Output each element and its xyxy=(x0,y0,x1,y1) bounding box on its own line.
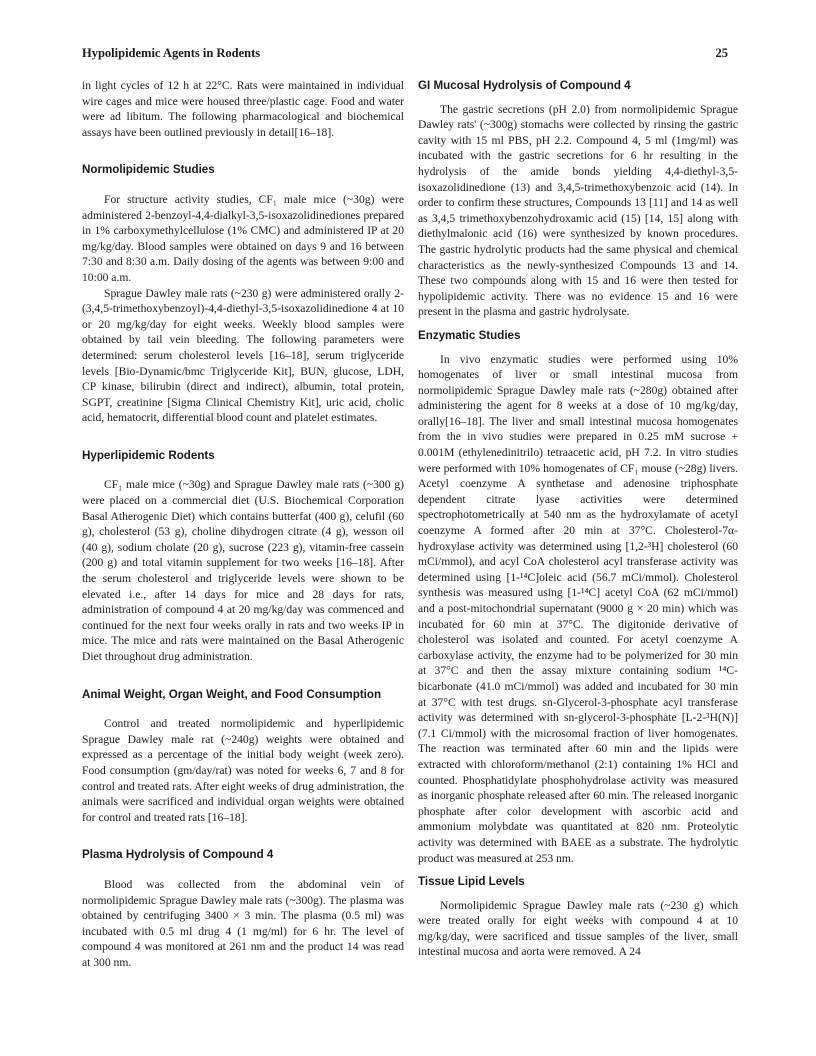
paragraph: in light cycles of 12 h at 22°C. Rats were maintained in individual wire cages and mice were housed three/plastic cage. Food and water were ad libitum. The following pharmacological and biochemical assays have been outlined previously in detail[16–18]. xyxy=(82,79,404,139)
paragraph: Sprague Dawley male rats (~230 g) were administered orally 2-(3,4,5-trimethoxybenzoyl)-4,4-diethyl-3,5-isoxazolidinedione 4 at 10 or 20 mg/kg/day for eight weeks. Weekly blood samples were obtained by tail vein bleeding. The following parameters were determined: serum cholesterol levels [16–18], serum triglyceride levels [Bio-Dynamic/bmc Triglyceride Kit], BUN, glucose, LDH, CP kinase, bilirubin (direct and indirect), albumin, total protein, SGPT, creatinine [Sigma Clinical Chemistry Kit], uric acid, cholic acid, hematocrit, differential blood count and platelet estimates. xyxy=(82,286,404,425)
running-head: Hypolipidemic Agents in Rodents xyxy=(82,46,261,60)
paragraph: Control and treated normolipidemic and hyperlipidemic Sprague Dawley male rat (~240g) weights were obtained and expressed as a percentage of the initial body weight (week zero). Food consumption (gm/day/rat) was noted for weeks 6, 7 and 8 for control and treated rats. After eight weeks of drug administration, the animals were sacrificed and individual organ weights were obtained for control and treated rats [16–18]. xyxy=(82,717,404,824)
page-number: 25 xyxy=(715,46,728,60)
section-heading: Tissue Lipid Levels xyxy=(418,875,525,889)
right-column xyxy=(418,78,738,960)
page-header xyxy=(82,46,734,64)
paragraph: The gastric secretions (pH 2.0) from normolipidemic Sprague Dawley rats' (~300g) stomachs were collected by rinsing the gastric cavity with 15 ml PBS, pH 2.2. Compound 4, 5 ml (1mg/ml) was incubated with the gastric secretions for 6 hr resulting in the hydrolysis of the amide bonds yielding 4,4-diethyl-3,5-isoxazolidinedione (13) and 3,4,5-trimethoxybenzoic acid (14). In order to confirm these structures, Compounds 13 [11] and 14 as well as 3,4,5 trimethoxybenzohydroxamic acid (15) [14, 15] along with diethylmalonic acid (16) were synthesized by known procedures. The gastric hydrolytic products had the same physical and chemical characteristics as the newly-synthesized Compounds 13 and 14. These two compounds along with 15 and 16 were then tested for hypolipidemic activity. There was no evidence 15 and 16 were present in the plasma and gastric hydrolysate. xyxy=(418,102,738,319)
section-heading: Enzymatic Studies xyxy=(418,328,521,342)
paragraph: CF₁ male mice (~30g) and Sprague Dawley male rats (~300 g) were placed on a commercial diet (U.S. Biochemical Corporation Basal Atherogenic Diet) which contains butterfat (400 g), celufil (60 g), cholesterol (53 g), choline dihydrogen citrate (4 g), wesson oil (40 g), sodium cholate (20 g), sucrose (223 g), vitamin-free cassein (200 g) and total vitamin supplement for two weeks [16–18]. After the serum cholesterol and triglyceride levels were shown to be elevated i.e., after 14 days for mice and 28 days for rats, administration of compound 4 at 20 mg/kg/day was commenced and continued for the next four weeks orally in rats and two weeks IP in mice. The mice and rats were maintained on the Basal Atherogenic Diet throughout drug administration. xyxy=(82,478,404,663)
section-heading: Plasma Hydrolysis of Compound 4 xyxy=(82,848,274,862)
left-column xyxy=(82,78,404,971)
paragraph: Blood was collected from the abdominal vein of normolipidemic Sprague Dawley male rats (~300g). The plasma was obtained by centrifuging 3400 × 3 min. The plasma (0.5 ml) was incubated with 0.5 ml drug 4 (1 mg/ml) for 6 hr. The level of compound 4 was monitored at 261 nm and the product 14 was read at 300 nm. xyxy=(82,877,404,969)
section-heading: GI Mucosal Hydrolysis of Compound 4 xyxy=(418,79,631,92)
section-heading: Animal Weight, Organ Weight, and Food Consumption xyxy=(82,687,382,701)
section-heading: Normolipidemic Studies xyxy=(82,163,215,177)
paragraph: Normolipidemic Sprague Dawley male rats (~230 g) which were treated orally for eight weeks with compound 4 at 10 mg/kg/day, were sacrificed and tissue samples of the liver, small intestinal mucosa and aorta were removed. A 24 xyxy=(418,898,738,959)
paragraph: In vivo enzymatic studies were performed using 10% homogenates of liver or small intestinal mucosa from normolipidemic Sprague Dawley male rats (~280g) obtained after administering the agent for 8 weeks at a dose of 10 mg/kg/day, orally[16–18]. The liver and small intestinal mucosa homogenates from the in vivo studies were prepared in 0.25 mM sucrose + 0.001M (ethylenedinitrilo) tetraacetic acid, pH 7.2. In vitro studies were performed with 10% homogenates of CF₁ mouse (~28g) livers. Acetyl coenzyme A synthetase and adenosine triphosphate dependent citrate lyase activities were determined spectrophotometrically at 540 nm as the hydroxylamate of acetyl coenzyme A formed after 20 min at 37°C. Cholesterol-7α-hydroxylase activity was determined using [1,2-³H] cholesterol (60 mCi/mmol), and acyl CoA cholesterol acyl transferase activity was determined using [1-¹⁴C]oleic acid (56.7 mCi/mmol). Cholesterol synthesis was measured using [1-¹⁴C] acetyl CoA (62 mCi/mmol) and a post-mitochondrial supernatant (9000 g × 20 min) which was incubated for 60 min at 37°C. The digitonide derivative of cholesterol was isolated and counted. For acetyl coenzyme A carboxylase activity, the enzyme had to be polymerized for 30 min at 37°C and then the assay mixture containing sodium ¹⁴C-bicarbonate (41.0 mCi/mmol) was added and incubated for 30 min at 37°C with test drugs. sn-Glycerol-3-phosphate acyl transferase activity was determined with sn-glycerol-3-phosphate [L-2-³H(N)] (7.1 Ci/mmol) with the microsomal fraction of liver homogenates. The reaction was terminated after 60 min and the lipids were extracted with chloroform/methanol (2:1) containing 1% HCl and counted. Phosphatidylate phosphohydrolase activity was measured as inorganic phosphate released after 60 min. The released inorganic phosphate after color development with ascorbic acid and ammonium molybdate was quantitated at 820 nm. Proteolytic activity was determined with BAEE as a substrate. The hydrolytic product was measured at 253 nm. xyxy=(418,352,738,865)
section-heading: Hyperlipidemic Rodents xyxy=(82,448,215,462)
paragraph: For structure activity studies, CF₁ male mice (~30g) were administered 2-benzoyl-4,4-dialkyl-3,5-isoxazolidinediones prepared in 1% carboxymethylcellulose (1% CMC) and administered IP at 20 mg/kg/day. Blood samples were obtained on days 9 and 16 between 7:30 and 8:30 a.m. Daily dosing of the agents was between 9:00 and 10:00 a.m. xyxy=(82,192,404,284)
